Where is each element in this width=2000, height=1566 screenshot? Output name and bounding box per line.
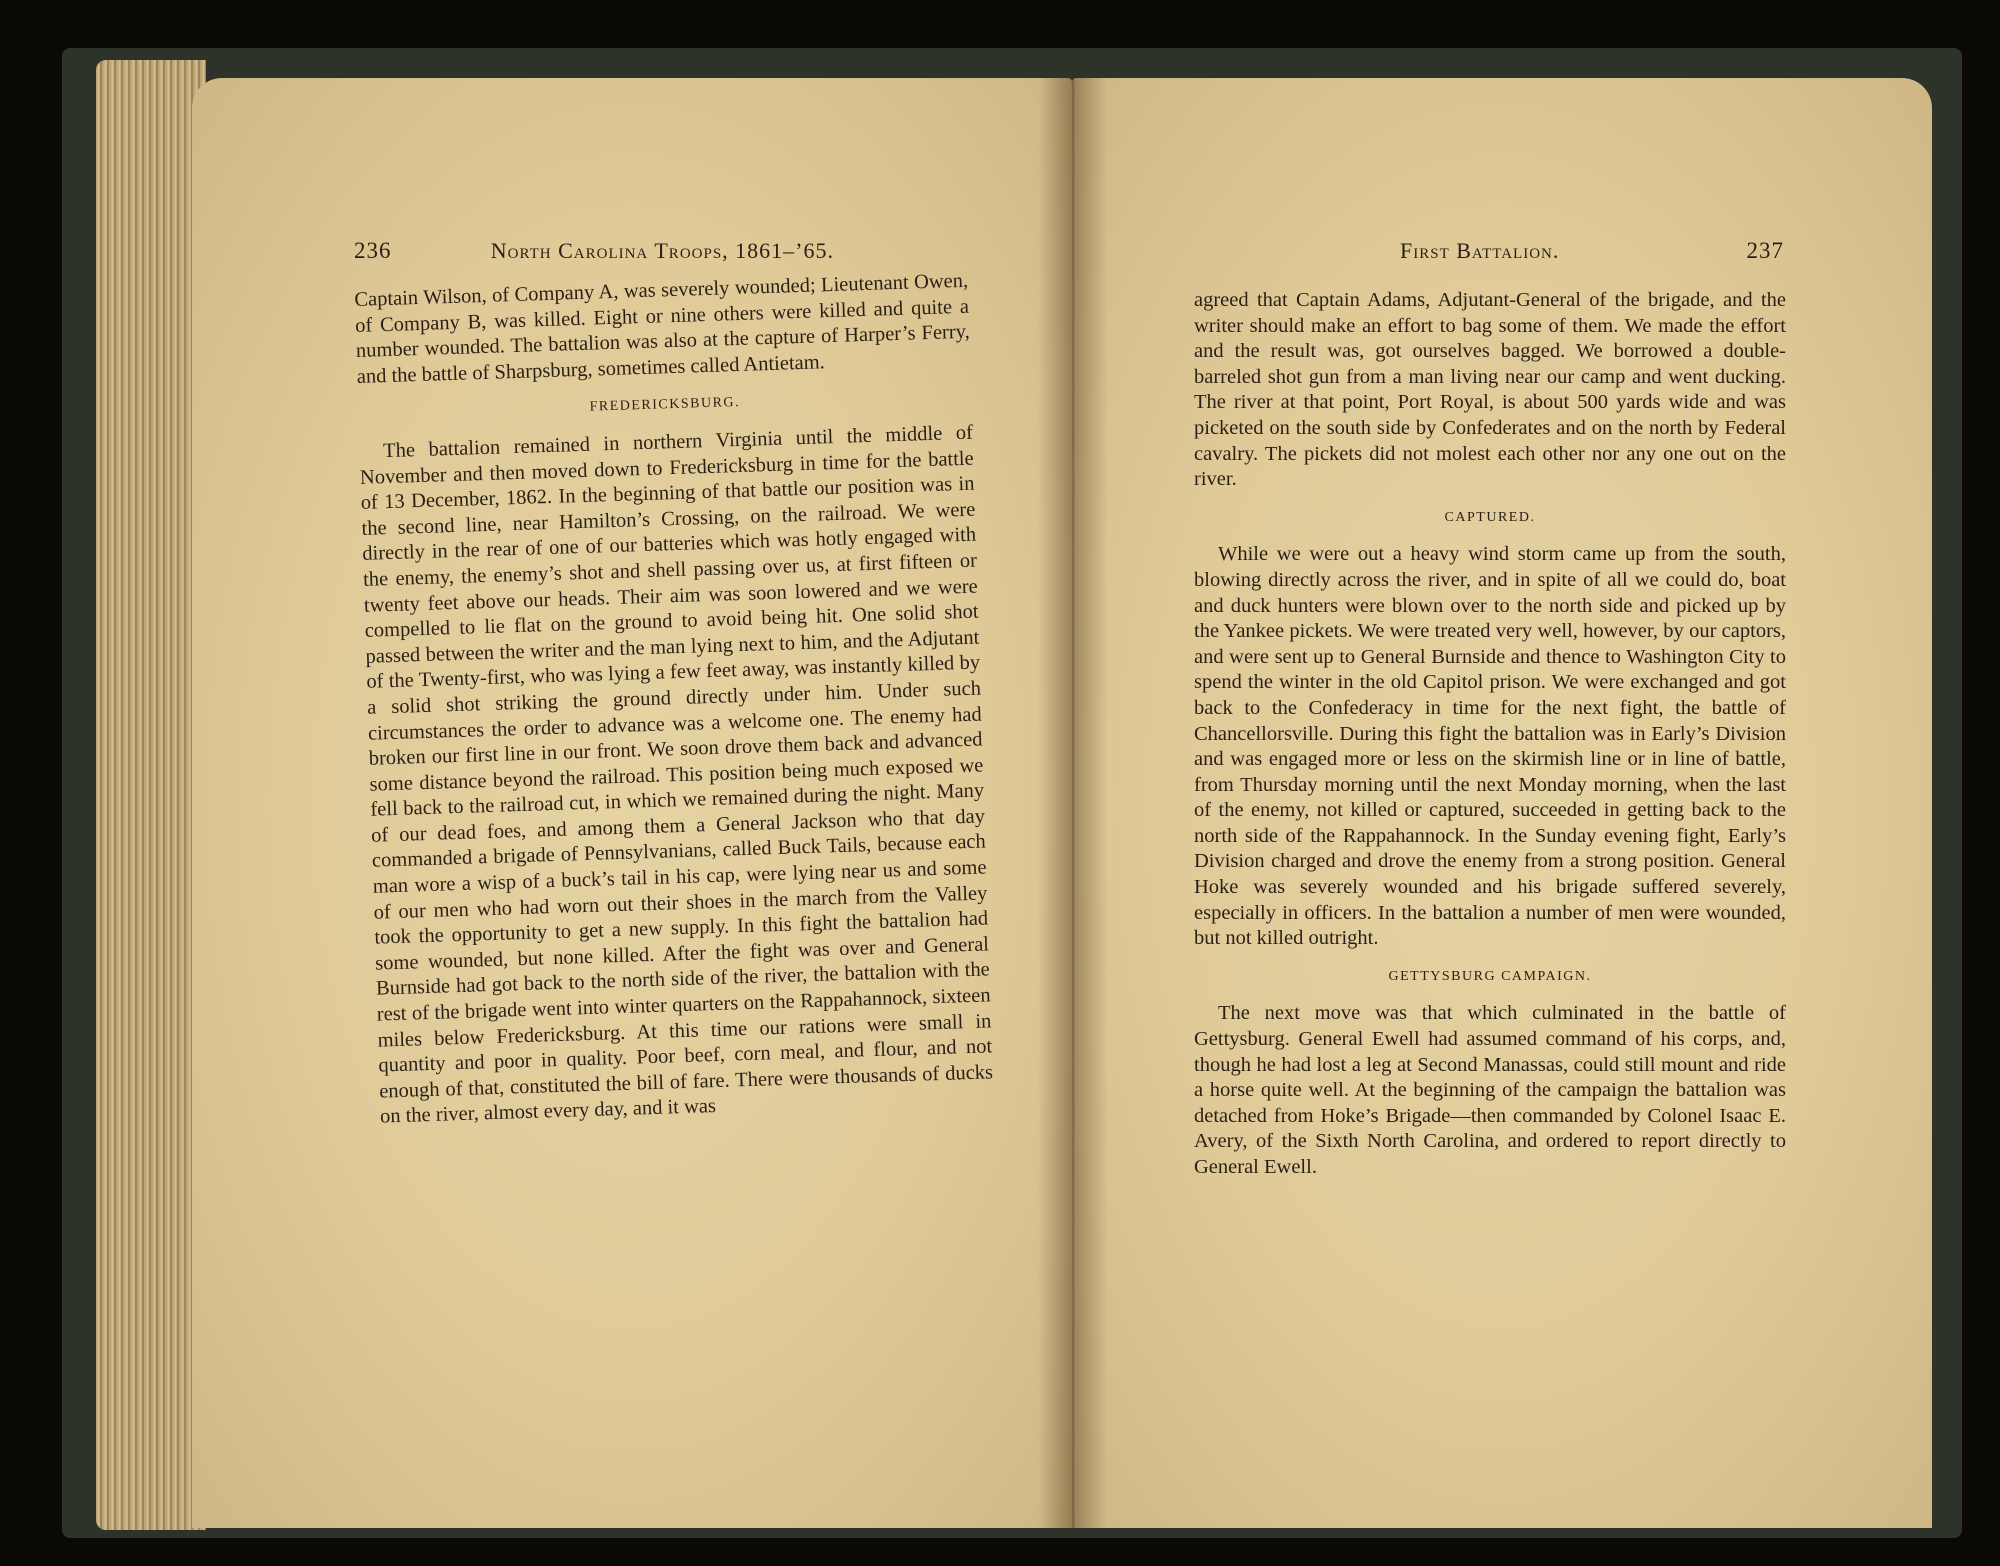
section-heading-gettysburg: GETTYSBURG CAMPAIGN. bbox=[1388, 968, 1592, 984]
right-text-block bbox=[1194, 288, 1786, 1181]
left-intro-paragraph: Captain Wilson, of Company A, was severely wounded; Lieutenant Owen, of Company B, was killed. Eight or nine others were killed and quite a number wounded. The battalion was also at the capture of Harper’s Ferry, and the battle of Sharpsburg, sometimes called Antietam. bbox=[354, 269, 971, 388]
gettysburg-paragraph: The next move was that which culminated in the battle of Gettysburg. General Ewell had assumed command of his corps, and, though he had lost a leg at Second Manassas, could still mount and ride a horse quite well. At the beginning of the campaign the battalion was detached from Hoke’s Brigade—then commanded by Colonel Isaac E. Avery, of the Sixth North Carolina, and ordered to report directly to General Ewell. bbox=[1194, 1002, 1786, 1178]
right-page-header bbox=[1194, 238, 1784, 264]
left-running-head: North Carolina Troops, 1861–’65. bbox=[490, 238, 834, 263]
right-page bbox=[1072, 78, 1932, 1528]
right-page-number: 237 bbox=[1746, 238, 1784, 263]
book-gutter bbox=[1038, 78, 1108, 1528]
right-running-head: First Battalion. bbox=[1400, 238, 1560, 263]
section-heading-fredericksburg: FREDERICKSBURG. bbox=[589, 395, 741, 416]
section-heading-captured: CAPTURED. bbox=[1444, 509, 1536, 525]
left-page-header bbox=[354, 238, 954, 264]
left-text-block bbox=[354, 269, 994, 1131]
page-edges bbox=[96, 60, 206, 1530]
left-page-number: 236 bbox=[354, 238, 392, 263]
fredericksburg-paragraph: The battalion remained in northern Virginia until the middle of November and then moved down to Fredericksburg in time for the battle of 13 December, 1862. In the beginning of that battle our position was in the second line, near Hamilton’s Crossing, on the railroad. We were directly in the rear of one of our batteries which was hotly engaged with the enemy, the enemy’s shot and shell passing over us, at first fifteen or twenty feet above our heads. Their aim was soon lowered and we were compelled to lie flat on the ground to avoid being hit. One solid shot passed between the writer and the man lying next to him, and the Adjutant of the Twenty-first, who was lying a few feet away, was instantly killed by a solid shot striking the ground directly under him. Under such circumstances the order to advance was a welcome one. The enemy had broken our first line in our front. We soon drove them back and advanced some distance beyond the railroad. This position being much exposed we fell back to the railroad cut, in which we remained during the night. Many of our dead foes, and among them a General Jackson who that day commanded a brigade of Pennsylvanians, called Buck Tails, because each man wore a wisp of a buck’s tail in his cap, were lying near us and some of our men who had worn out their shoes in the march from the Valley took the opportunity to get a new supply. In this fight the battalion had some wounded, but none killed. After the fight was over and General Burnside had got back to the north side of the river, the battalion with the rest of the brigade went into winter quarters on the Rappahannock, sixteen miles below Fredericksburg. At this time our rations were small in quantity and poor in quality. Poor beef, corn meal, and flour, and not enough of that, constituted the bill of fare. There were thousands of ducks on the river, almost every day, and it was bbox=[359, 421, 994, 1128]
captured-paragraph: While we were out a heavy wind storm came up from the south, blowing directly across the river, and in spite of all we could do, boat and duck hunters were blown over to the north side and picked up by the Yankee pickets. We were treated very well, however, by our captors, and were sent up to General Burnside and thence to Washington City to spend the winter in the old Capitol prison. We were exchanged and got back to the Confederacy in time for the next fight, the battle of Chancellorsville. During this fight the battalion was in Early’s Division and was engaged more or less on the skirmish line or in line of battle, from Thursday morning until the next Monday morning, when the last of the enemy, not killed or captured, succeeded in getting back to the north side of the Rappahannock. In the Sunday evening fight, Early’s Division charged and drove the enemy from a strong position. General Hoke was severely wounded and his brigade suffered severely, especially in officers. In the battalion a number of men were wounded, but not killed outright. bbox=[1194, 543, 1786, 950]
right-intro-paragraph: agreed that Captain Adams, Adjutant-General of the brigade, and the writer should make an effort to bag some of them. We made the effort and the result was, got ourselves bagged. We borrowed a double-barreled shot gun from a man living near our camp and went ducking. The river at that point, Port Royal, is about 500 yards wide and was picketed on the south side by Confederates and on the north by Federal cavalry. The pickets did not molest each other nor any one out on the river. bbox=[1194, 289, 1786, 491]
left-page bbox=[192, 78, 1072, 1528]
